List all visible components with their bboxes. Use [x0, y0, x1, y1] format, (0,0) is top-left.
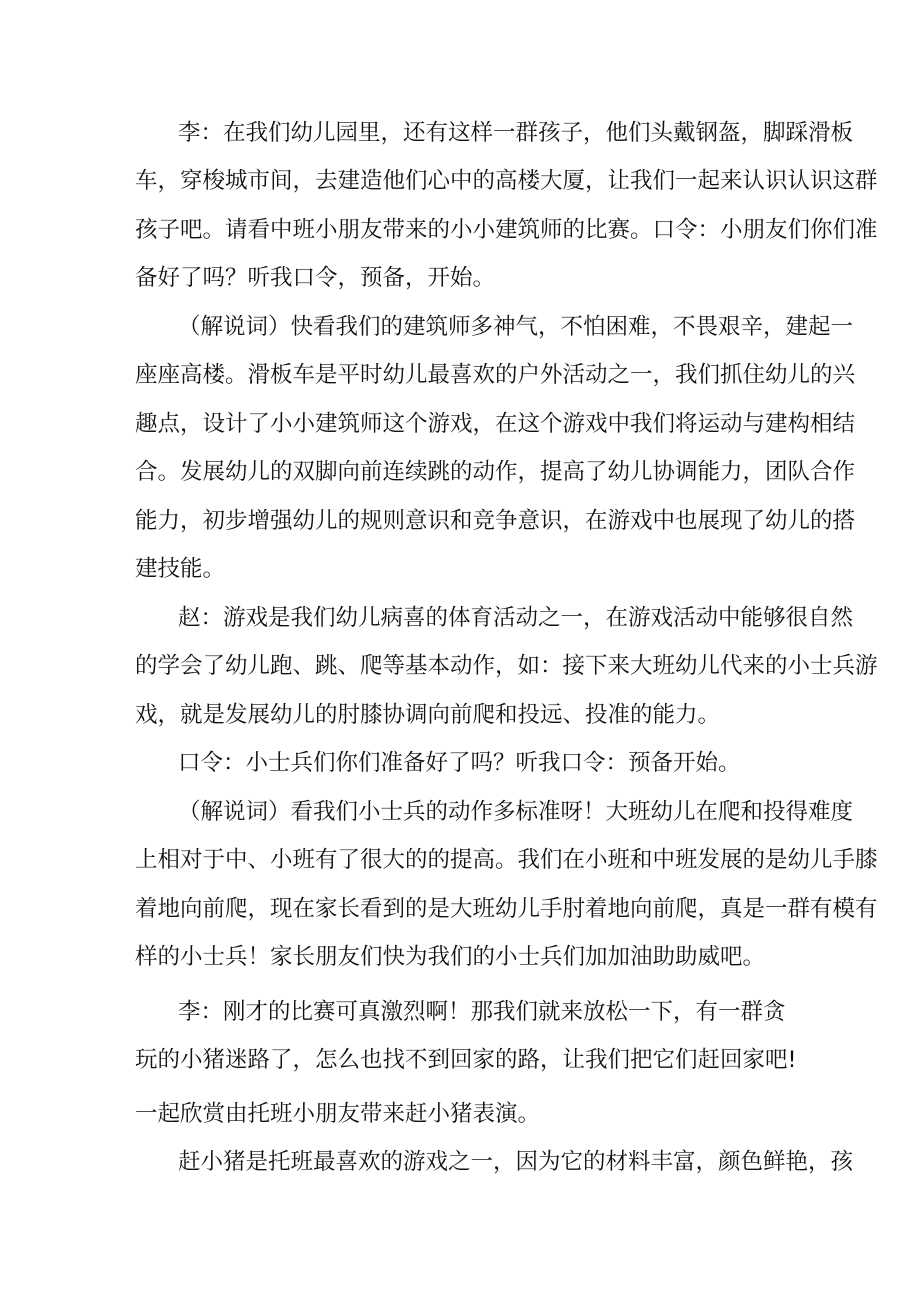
text-line: 李：在我们幼儿园里，还有这样一群孩子，他们头戴钢盔，脚踩滑板 — [178, 120, 854, 146]
text-line: 建技能。 — [135, 556, 226, 582]
text-line: 车，穿梭城市间，去建造他们心中的高楼大厦，让我们一起来认识认识这群 — [135, 168, 878, 194]
text-line: 赵：游戏是我们幼儿病喜的体育活动之一，在游戏活动中能够很自然 — [178, 605, 854, 631]
text-line: 合。发展幼儿的双脚向前连续跳的动作，提高了幼儿协调能力，团队合作 — [135, 459, 856, 485]
text-line: （解说词）快看我们的建筑师多神气，不怕困难，不畏艰辛，建起一 — [178, 314, 854, 340]
text-line: 着地向前爬，现在家长看到的是大班幼儿手肘着地向前爬，真是一群有模有 — [135, 896, 878, 922]
text-line: （解说词）看我们小士兵的动作多标准呀！大班幼儿在爬和投得难度 — [178, 799, 854, 825]
text-line: 一起欣赏由托班小朋友带来赶小猪表演。 — [135, 1101, 541, 1127]
text-line: 趣点，设计了小小建筑师这个游戏，在这个游戏中我们将运动与建构相结 — [135, 411, 856, 437]
text-line: 上相对于中、小班有了很大的的提高。我们在小班和中班发展的是幼儿手膝 — [135, 847, 878, 873]
text-line: 戏，就是发展幼儿的肘膝协调向前爬和投远、投准的能力。 — [135, 702, 721, 728]
text-line: 李：刚才的比赛可真激烈啊！那我们就来放松一下，有一群贪 — [178, 999, 786, 1025]
text-line: 样的小士兵！家长朋友们快为我们的小士兵们加加油助助威吧。 — [135, 944, 766, 970]
text-line: 玩的小猪迷路了，怎么也找不到回家的路，让我们把它们赶回家吧! — [135, 1047, 797, 1073]
text-line: 口令：小士兵们你们准备好了吗？听我口令：预备开始。 — [178, 750, 741, 776]
text-line: 能力，初步增强幼儿的规则意识和竞争意识，在游戏中也展现了幼儿的搭 — [135, 508, 856, 534]
text-line: 的学会了幼儿跑、跳、爬等基本动作，如：接下来大班幼儿代来的小士兵游 — [135, 653, 878, 679]
text-line: 孩子吧。请看中班小朋友带来的小小建筑师的比赛。口令：小朋友们你们准 — [135, 217, 878, 243]
text-line: 座座高楼。滑板车是平时幼儿最喜欢的户外活动之一，我们抓住幼儿的兴 — [135, 362, 856, 388]
text-line: 备好了吗？听我口令，预备，开始。 — [135, 265, 496, 291]
text-line: 赶小猪是托班最喜欢的游戏之一，因为它的材料丰富，颜色鲜艳，孩 — [178, 1149, 854, 1175]
